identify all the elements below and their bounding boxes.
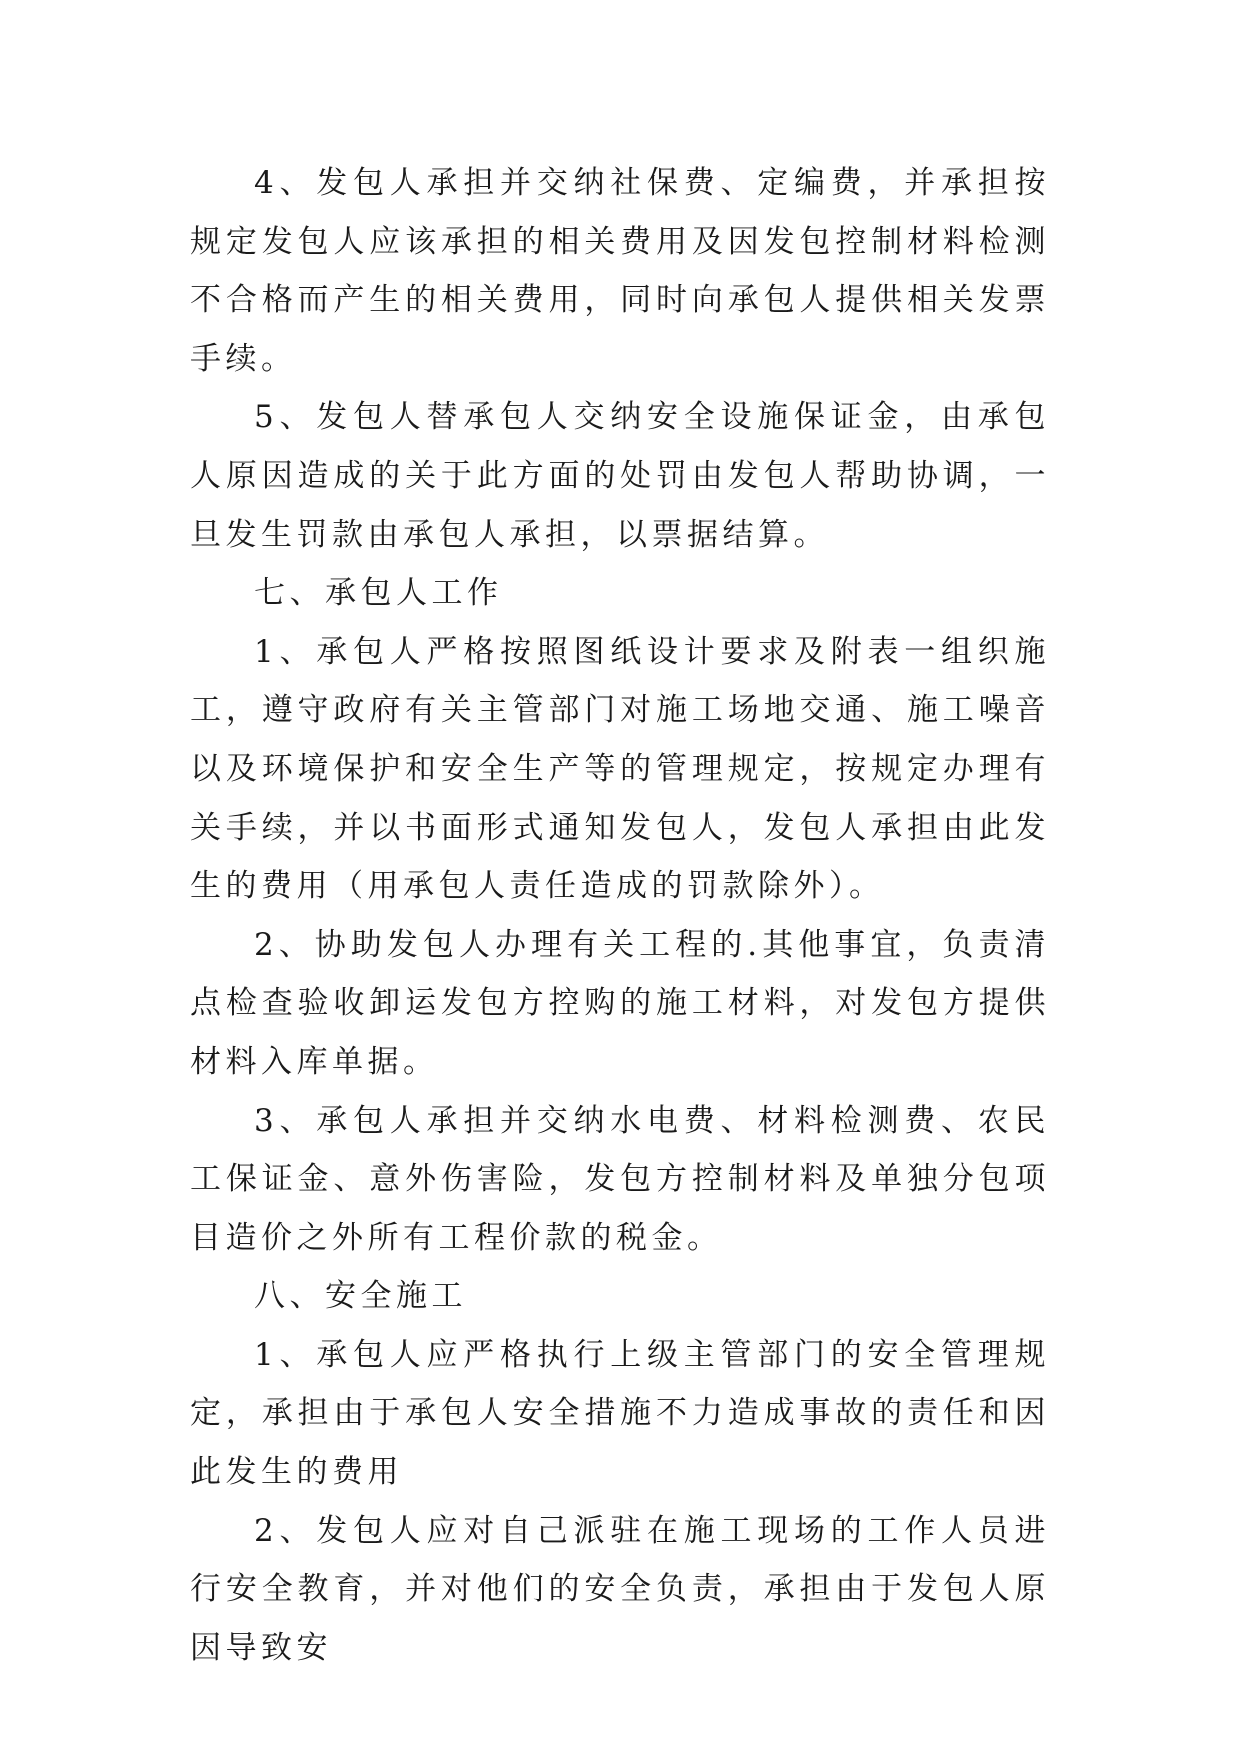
paragraph-safety-1: 1、承包人应严格执行上级主管部门的安全管理规定，承担由于承包人安全措施不力造成事故的责任和因此发生的费用 — [190, 1336, 1050, 1491]
paragraph-contractor-2: 2、协助发包人办理有关工程的.其他事宜，负责清点检查验收卸运发包方控购的施工材料，对发包方提供材料入库单据。 — [190, 926, 1050, 1080]
paragraph-contractor-1: 1、承包人严格按照图纸设计要求及附表一组织施工，遵守政府有关主管部门对施工场地交通、施工噪音以及环境保护和安全生产等的管理规定，按规定办理有关手续，并以书面形式通知发包人，发包人承担由此发生的费用（用承包人责任造成的罚款除外）。 — [190, 633, 1050, 905]
paragraph-safety-2: 2、发包人应对自己派驻在施工现场的工作人员进行安全教育，并对他们的安全负责，承担由于发包人原因导致安 — [190, 1512, 1050, 1666]
paragraph-4-fees: 4、发包人承担并交纳社保费、定编费，并承担按规定发包人应该承担的相关费用及因发包控制材料检测不合格而产生的相关费用，同时向承包人提供相关发票手续。 — [190, 165, 1050, 377]
paragraph-5-safety-deposit: 5、发包人替承包人交纳安全设施保证金，由承包人原因造成的关于此方面的处罚由发包人帮助协调，一旦发生罚款由承包人承担，以票据结算。 — [190, 399, 1050, 553]
section-heading-contractor-work: 七、承包人工作 — [254, 575, 503, 612]
document-body — [190, 154, 1050, 1677]
paragraph-contractor-3: 3、承包人承担并交纳水电费、材料检测费、农民工保证金、意外伤害险，发包方控制材料及单独分包项目造价之外所有工程价款的税金。 — [190, 1102, 1050, 1256]
section-heading-safe-construction: 八、安全施工 — [254, 1278, 467, 1315]
